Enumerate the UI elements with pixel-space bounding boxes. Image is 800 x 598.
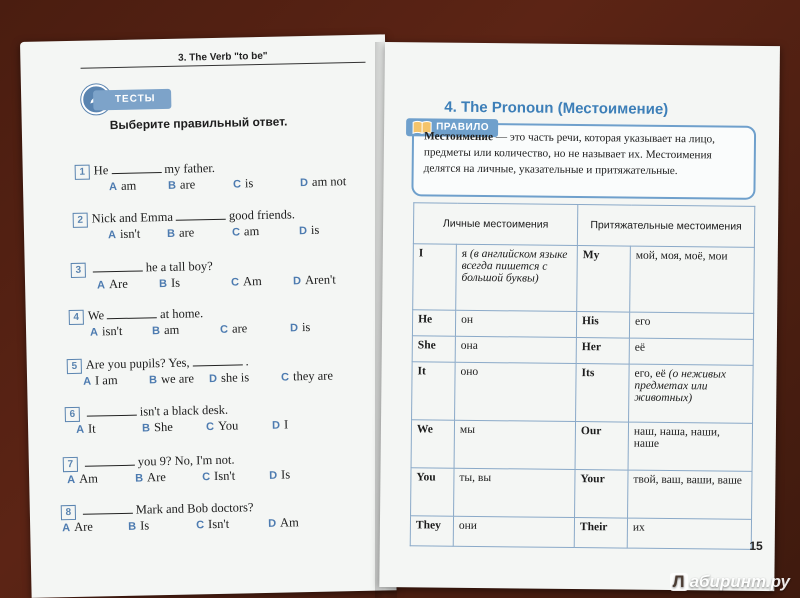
page-number: 15 (749, 538, 763, 553)
answer-option-d[interactable]: D is (298, 222, 320, 238)
answer-option-c[interactable]: C am (231, 224, 260, 239)
possessive-translation: их (627, 518, 751, 549)
answer-option-d[interactable]: D Am (268, 515, 299, 530)
left-page (20, 34, 397, 598)
pronoun-table-body (410, 244, 754, 550)
answer-option-c[interactable]: C they are (280, 368, 334, 384)
question-text: isn't a black desk. (139, 402, 229, 419)
table-row (412, 310, 753, 340)
possessive-translation: его, её (о неживых предметах или животных) (629, 364, 754, 423)
table-row (411, 420, 752, 472)
section-title: 4. The Pronoun (Местоимение) (444, 98, 669, 118)
question-2 (73, 206, 296, 227)
personal-pronoun: He (412, 310, 455, 336)
answer-option-c[interactable]: C Isn't (196, 516, 230, 532)
question-text: at home. (159, 306, 204, 322)
personal-pronoun: They (410, 516, 453, 546)
instruction: Выберите правильный ответ. (109, 114, 288, 133)
answer-option-d[interactable]: D Is (269, 467, 291, 482)
watermark-logo: Л абиринт.ру (670, 572, 790, 592)
personal-pronoun: I (413, 244, 457, 310)
answer-option-a[interactable]: A am (108, 178, 137, 194)
answer-option-d[interactable]: D she is (208, 370, 250, 386)
answer-blank (176, 208, 226, 221)
table-row (412, 336, 753, 366)
answer-option-b[interactable]: B Are (135, 470, 166, 485)
possessive-pronoun: Its (576, 364, 630, 423)
possessive-translation: наш, наша, наши, наше (628, 422, 752, 471)
question-number: 6 (65, 406, 80, 421)
table-head-personal: Личные местоимения (413, 203, 577, 246)
table-row (411, 468, 752, 520)
answer-blank (107, 306, 157, 319)
answer-option-c[interactable]: C are (219, 321, 248, 336)
right-page (379, 42, 780, 591)
answer-option-b[interactable]: B am (151, 322, 180, 338)
possessive-translation: мой, моя, моё, мои (630, 246, 755, 313)
possessive-pronoun: Their (574, 518, 627, 549)
answer-option-c[interactable]: C Isn't (202, 468, 236, 484)
possessive-translation: твой, ваш, ваши, ваше (628, 470, 752, 519)
answer-blank (111, 161, 161, 174)
answer-option-a[interactable]: A Am (67, 471, 99, 487)
possessive-translation: его (629, 312, 753, 339)
personal-translation: она (455, 336, 576, 363)
answer-option-a[interactable]: A isn't (89, 323, 123, 339)
answer-option-a[interactable]: A I am (83, 373, 118, 388)
answer-option-b[interactable]: B Is (158, 275, 181, 291)
rule-badge: ПРАВИЛО (406, 118, 498, 137)
question-number: 5 (67, 358, 82, 373)
answer-option-d[interactable]: D is (289, 319, 311, 335)
personal-translation: ты, вы (454, 468, 575, 517)
pronoun-table (410, 202, 756, 550)
question-text: He (93, 163, 109, 178)
rule-term: Местоимение (423, 130, 494, 144)
question-text: . (245, 354, 249, 369)
possessive-pronoun: Your (575, 470, 628, 519)
possessive-pronoun: His (576, 312, 629, 339)
answer-option-b[interactable]: B we are (148, 371, 195, 387)
answer-option-b[interactable]: B Is (128, 518, 150, 533)
answer-option-d[interactable]: D am not (299, 174, 347, 190)
personal-pronoun: She (412, 336, 455, 362)
table-head-possessive: Притяжательные местоимения (577, 205, 754, 248)
question-text: he a tall boy? (145, 259, 213, 275)
question-6 (65, 402, 229, 422)
answer-option-b[interactable]: B She (141, 419, 173, 435)
table-row (412, 362, 754, 424)
question-text: Are you pupils? Yes, (85, 355, 190, 372)
answer-option-c[interactable]: C You (205, 418, 239, 434)
possessive-pronoun: My (577, 246, 631, 313)
answer-option-b[interactable]: B are (167, 177, 196, 192)
answer-option-a[interactable]: A Are (62, 519, 94, 535)
answer-blank (87, 404, 137, 417)
answer-option-d[interactable]: D Aren't (292, 272, 336, 288)
question-number: 8 (61, 505, 76, 520)
possessive-pronoun: Our (575, 422, 628, 471)
answer-blank (192, 353, 242, 366)
question-4 (69, 305, 204, 324)
question-text: you 9? No, I'm not. (137, 452, 235, 469)
table-row (410, 516, 751, 550)
personal-pronoun: We (411, 420, 455, 468)
rule-text (424, 128, 742, 179)
answer-option-a[interactable]: A It (76, 421, 96, 436)
question-number: 7 (63, 457, 78, 472)
answer-blank (83, 502, 133, 515)
personal-translation: они (453, 516, 574, 547)
personal-translation: я (в английском языке всегда пишется с большой буквы) (456, 244, 578, 311)
running-head: 3. The Verb "to be" (80, 49, 365, 69)
question-text: my father. (164, 160, 216, 177)
personal-translation: он (455, 310, 576, 337)
answer-blank (93, 259, 143, 272)
rule-definition: — это часть речи, которая указывает на лицо, предметы или количество, но не называет их. Местоимения делятся на личные, указательные и притяжательные. (423, 131, 716, 178)
personal-translation: мы (454, 420, 575, 469)
answer-option-a[interactable]: A isn't (107, 226, 141, 242)
personal-pronoun: You (411, 468, 455, 516)
question-text: Mark and Bob doctors? (135, 500, 254, 517)
answer-option-c[interactable]: C Am (230, 273, 262, 289)
tests-badge: ТЕСТЫ (93, 89, 171, 111)
answer-option-d[interactable]: D I (271, 417, 289, 432)
question-3 (71, 258, 213, 278)
question-text: good friends. (228, 207, 296, 223)
answer-blank (85, 454, 135, 467)
question-number: 4 (69, 309, 84, 324)
question-text: Nick and Emma (91, 209, 174, 226)
question-text: We (87, 308, 105, 323)
table-row (413, 244, 755, 314)
personal-pronoun: It (412, 362, 456, 420)
answer-option-c[interactable]: C is (232, 176, 254, 191)
personal-translation: оно (455, 362, 577, 421)
possessive-translation: её (629, 338, 753, 365)
question-number: 3 (71, 262, 86, 277)
answer-option-a[interactable]: A Are (96, 276, 128, 292)
question-number: 1 (75, 164, 90, 179)
answer-option-b[interactable]: B are (166, 225, 195, 240)
question-number: 2 (73, 212, 88, 227)
possessive-pronoun: Her (576, 338, 629, 365)
